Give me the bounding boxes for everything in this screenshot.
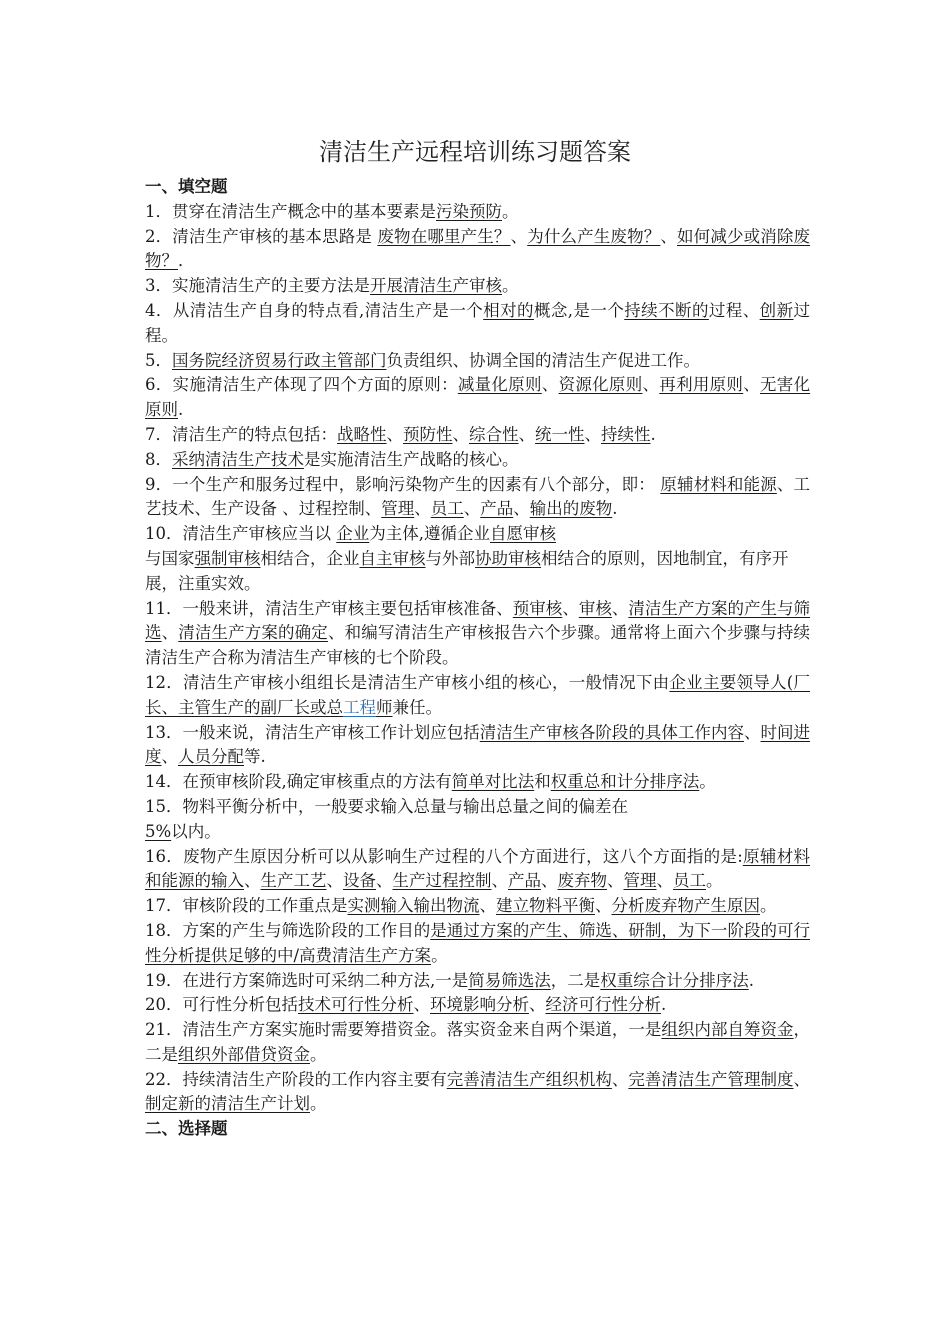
question-text: 和 (534, 772, 551, 792)
question-text: 。 (310, 1044, 327, 1064)
question-text: 、 (660, 226, 678, 246)
answer-text: 再利用原则 (659, 375, 744, 395)
question-text: 11．一般来讲，清洁生产审核主要包括审核准备、 (145, 598, 513, 618)
question-text: 14．在预审核阶段,确定审核重点的方法有 (145, 772, 452, 792)
document-title: 清洁生产远程培训练习题答案 (319, 138, 631, 166)
answer-text: 开展清洁生产审核 (370, 276, 502, 296)
answer-text: 实测输入输出物流 (347, 896, 480, 916)
question-text: . (661, 995, 667, 1015)
answer-text: 组织内部自筹资金 (661, 1020, 794, 1040)
question-17 (145, 894, 810, 919)
question-11 (145, 597, 810, 671)
question-text: 概念,是一个 (533, 300, 625, 320)
document-body (145, 175, 810, 1142)
answer-text: 清洁生产审核各阶段的具体工作内容 (479, 722, 744, 742)
answer-text: 自主审核 (359, 548, 426, 568)
question-text: 、 (518, 424, 535, 444)
question-13 (145, 721, 810, 771)
question-text: 、 (491, 871, 508, 891)
question-9 (145, 473, 810, 523)
question-text: 、 (793, 1069, 811, 1089)
question-text: 相结合的原则，因地制宜，有序开展，注重实效。 (145, 548, 789, 593)
question-text: 负责组织、协调全国的清洁生产促进工作。 (386, 350, 700, 370)
answer-text: 持续性 (601, 424, 651, 444)
question-text: 17．审核阶段的工作重点是 (145, 896, 348, 916)
section-heading-fill-blank: 一、填空题 (145, 177, 228, 196)
answer-text: 员工 (673, 871, 706, 891)
question-20 (145, 993, 810, 1018)
answer-text: 权重综合计分排序法 (600, 970, 749, 990)
question-text: 、 (244, 871, 261, 891)
question-text: 。 (431, 945, 448, 965)
answer-text: 综合性 (469, 424, 519, 444)
answer-text: 废弃物 (557, 871, 607, 891)
answer-text: 设备 (343, 871, 376, 891)
question-text: 、 (642, 375, 660, 395)
question-2 (145, 225, 810, 275)
question-1 (145, 200, 810, 225)
question-text: 为主体,遵循企业 (369, 524, 490, 544)
answer-text: 强制审核 (194, 548, 261, 568)
answer-text: 简单对比法 (451, 772, 535, 792)
question-text: 9．一个生产和服务过程中，影响污染物产生的因素有八个部分，即： (145, 474, 661, 494)
answer-text: 简易筛选法 (468, 970, 551, 990)
question-text: 。 (706, 871, 723, 891)
answer-text: 制定新的清洁生产计划 (145, 1094, 310, 1114)
question-text: 、 (611, 598, 629, 618)
answer-text: 输出的废物 (529, 499, 613, 519)
question-text: 1．贯穿在清洁生产概念中的基本要素是 (145, 201, 436, 221)
question-text: 、 (611, 1069, 629, 1089)
answer-text: 自愿审核 (490, 524, 556, 544)
question-4 (145, 299, 810, 349)
answer-text: 创新 (759, 300, 794, 320)
question-text: ． (178, 251, 195, 271)
question-text: 过程、 (708, 300, 760, 320)
question-text: 10．清洁生产审核应当以 (145, 524, 337, 544)
question-text: 、 (386, 424, 403, 444)
answer-text: 统一性 (535, 424, 585, 444)
answer-text: 管理 (381, 499, 415, 519)
answer-text: 如何减少或消除废物？ (145, 226, 811, 271)
answer-text: 国务院经济贸易行政主管部门 (172, 350, 387, 370)
question-6 (145, 373, 810, 423)
question-text: 6．实施清洁生产体现了四个方面的原则： (145, 375, 458, 395)
answer-text: 分析废弃物产生原因 (611, 896, 760, 916)
answer-text: 管理 (623, 871, 657, 891)
answer-text: 生产工艺 (260, 871, 327, 891)
answer-text: 时间进度 (145, 722, 811, 767)
question-text: 、 (656, 871, 673, 891)
question-text: 5． (145, 350, 172, 370)
answer-text: 5% (145, 821, 172, 841)
answer-text: 资源化原则 (558, 375, 643, 395)
answer-text: 产品 (508, 871, 541, 891)
question-text: 、 (161, 623, 179, 643)
question-text: 。 (502, 201, 519, 221)
question-14 (145, 770, 810, 795)
question-text: 18．方案的产生与筛选阶段的工作目的 (145, 920, 431, 940)
answer-text: 清洁生产方案的确定 (178, 623, 328, 643)
answer-text: 原辅材料和能源 (660, 474, 777, 494)
question-8 (145, 448, 810, 473)
question-5 (145, 349, 810, 374)
question-text: 、 (743, 722, 761, 742)
answer-text: 原辅材料和能源的输入 (145, 846, 811, 891)
question-15 (145, 795, 810, 845)
answer-text: 权重总和计分排序法 (550, 772, 700, 792)
question-text: 、 (562, 598, 579, 618)
question-text: 过程。 (145, 300, 811, 345)
question-text: 15．物料平衡分析中，一般要求输入总量与输出总量之间的偏差在 (145, 796, 628, 816)
question-text: 、 (452, 424, 469, 444)
question-text: 20．可行性分析包括 (145, 995, 298, 1015)
question-7 (145, 423, 810, 448)
answer-text: 完善清洁生产管理制度 (628, 1069, 794, 1089)
answer-text: 经济可行性分析 (545, 995, 661, 1015)
answer-text: 生产过程控制 (392, 871, 492, 891)
question-19 (145, 969, 810, 994)
question-3 (145, 274, 810, 299)
answer-text: 为什么产生废物？ (527, 226, 661, 246)
question-text: 、 (513, 499, 530, 519)
question-22 (145, 1068, 810, 1118)
question-text: 是实施清洁生产战略的核心。 (304, 449, 519, 469)
question-text: 22．持续清洁生产阶段的工作内容主要有 (145, 1069, 447, 1089)
question-text: 与外部 (425, 548, 475, 568)
question-text: 等. (244, 747, 266, 767)
question-text: 13．一般来说，清洁生产审核工作计划应包括 (145, 722, 480, 742)
answer-text-link: 工程 (343, 697, 376, 717)
question-text: 19．在进行方案筛选时可采纳二种方法,一是 (145, 970, 469, 990)
answer-text: 持续不断的 (624, 300, 709, 320)
question-text: 。 (760, 896, 777, 916)
answer-text: 建立物料平衡 (496, 896, 595, 916)
question-text: 、 (326, 871, 343, 891)
question-text: ，二是 (550, 970, 601, 990)
question-text: 、 (414, 499, 431, 519)
question-text: 、 (510, 226, 528, 246)
question-text: 、 (161, 747, 178, 767)
answer-text: 废物在哪里产生？ (377, 226, 511, 246)
question-text: 4．从清洁生产自身的特点看,清洁生产是一个 (145, 300, 484, 320)
question-text: 16．废物产生原因分析可以从影响生产过程的八个方面进行，这八个方面指的是: (145, 846, 743, 866)
question-text: 、 (376, 871, 393, 891)
question-21 (145, 1018, 810, 1068)
question-text: 、 (743, 375, 761, 395)
question-12 (145, 671, 810, 721)
question-text: . (650, 424, 656, 444)
question-text: 、 (529, 995, 546, 1015)
question-text: ，二是 (145, 1020, 811, 1064)
answer-text: 组织外部借贷资金 (178, 1044, 310, 1064)
question-text: 3．实施清洁生产的主要方法是 (145, 276, 370, 296)
question-text: 12．清洁生产审核小组组长是清洁生产审核小组的核心，一般情况下由 (145, 672, 670, 692)
answer-text: 协助审核 (475, 548, 541, 568)
answer-text: 清洁生产方案的产生与筛选 (145, 598, 811, 643)
answer-text: 相对的 (483, 300, 534, 320)
answer-text: 预防性 (403, 424, 453, 444)
answer-text: 预审核 (512, 598, 563, 618)
answer-text: 企业 (336, 524, 370, 544)
question-text: 。 (502, 276, 519, 296)
question-text: 、 (595, 896, 612, 916)
question-16 (145, 845, 810, 895)
question-text: . (748, 970, 754, 990)
question-text: 、 (541, 871, 558, 891)
section-heading-multiple-choice: 二、选择题 (145, 1119, 228, 1139)
answer-text: 完善清洁生产组织机构 (446, 1069, 612, 1089)
question-text: 、 (541, 375, 559, 395)
answer-text: 产品 (480, 499, 514, 519)
answer-text: 无害化原则 (145, 375, 811, 420)
question-10 (145, 522, 810, 596)
question-text: 、 (413, 995, 430, 1015)
answer-text: 师 (376, 697, 393, 717)
question-text: 。 (699, 772, 716, 792)
question-text: 与国家 (145, 548, 195, 568)
answer-text: 环境影响分析 (430, 995, 529, 1015)
answer-text: 是通过方案的产生、筛选、研制，为下一阶段的可行性分析提供足够的中/高费清洁生产方案 (145, 920, 811, 965)
question-text: 、 (479, 896, 496, 916)
answer-text: 战略性 (337, 424, 387, 444)
answer-text: 污染预防 (436, 201, 502, 221)
answer-text: 员工 (430, 499, 464, 519)
question-text: 7．清洁生产的特点包括： (145, 424, 337, 444)
answer-text: 人员分配 (178, 747, 244, 767)
question-text: . (178, 400, 184, 420)
question-text: 兼任。 (392, 697, 442, 717)
question-text: 21．清洁生产方案实施时需要筹措资金。落实资金来自两个渠道，一是 (145, 1020, 662, 1040)
question-text: 、 (463, 499, 481, 519)
answer-text: 审核 (578, 598, 612, 618)
answer-text: 采纳清洁生产技术 (172, 449, 304, 469)
question-text: 、 (584, 424, 601, 444)
question-text: 相结合，企业 (260, 548, 360, 568)
question-text: . (612, 499, 618, 519)
answer-text: 技术可行性分析 (298, 995, 414, 1015)
question-text: 、工艺技术、生产设备 、过程控制、 (145, 474, 811, 519)
question-list (145, 200, 810, 1117)
question-text: 、和编写清洁生产审核报告六个步骤。通常将上面六个步骤与持续清洁生产合称为清洁生产审核的七个阶段。 (145, 623, 811, 668)
question-text: 。 (310, 1094, 327, 1114)
question-18 (145, 919, 810, 969)
question-text: 2．清洁生产审核的基本思路是 (145, 226, 378, 246)
question-text: 、 (607, 871, 624, 891)
answer-text: 企业主要领导人(厂长、主管生产的副厂长或总 (145, 672, 811, 717)
question-text: 8． (145, 449, 172, 469)
question-text: 以内。 (171, 821, 221, 841)
answer-text: 减量化原则 (457, 375, 542, 395)
